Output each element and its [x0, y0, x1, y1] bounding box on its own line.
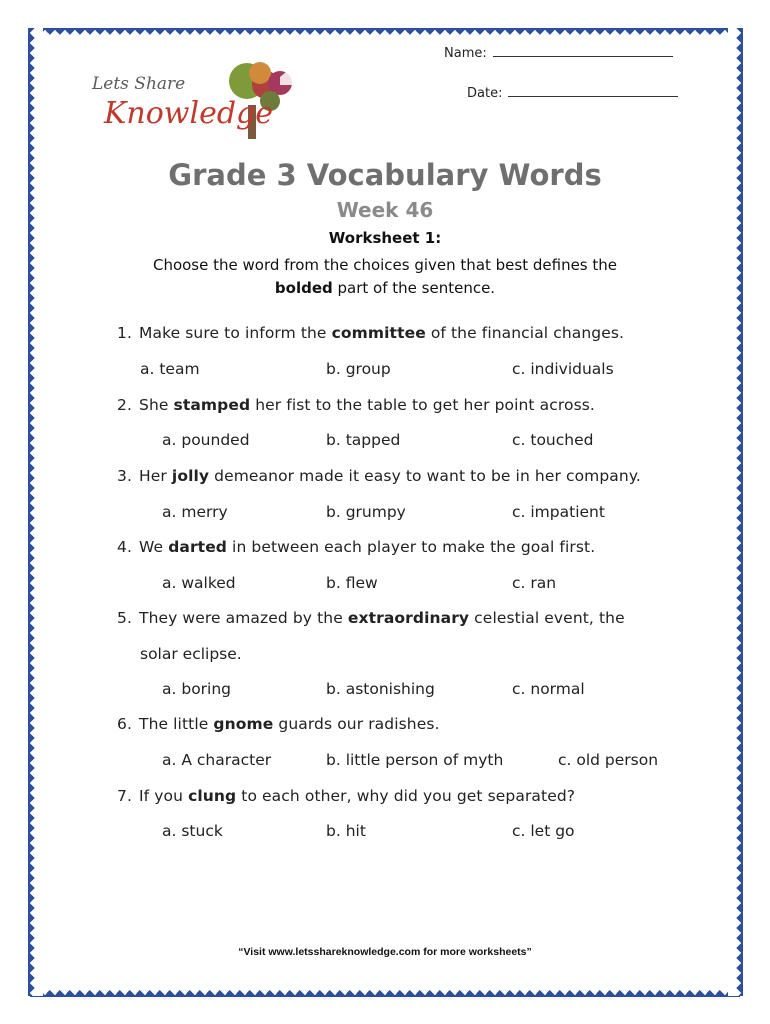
option-a[interactable]: a. team	[140, 360, 200, 378]
name-label: Name:	[444, 46, 487, 61]
vocab-word: extraordinary	[347, 609, 470, 627]
option-a[interactable]: a. boring	[162, 680, 232, 698]
question-text: in between each player to make the goal first.	[227, 538, 596, 556]
option-b[interactable]: b. group	[326, 360, 391, 378]
option-a[interactable]: a. merry	[162, 503, 228, 521]
instructions-line2-rest: part of the sentence.	[332, 279, 496, 297]
question-3	[117, 467, 641, 485]
date-field[interactable]	[467, 84, 678, 101]
option-c[interactable]: c. impatient	[512, 503, 605, 521]
option-c[interactable]: c. individuals	[512, 360, 614, 378]
option-c[interactable]: c. normal	[512, 680, 585, 698]
question-text: her fist to the table to get her point across.	[250, 396, 595, 414]
vocab-word: gnome	[213, 715, 274, 733]
question-text: demeanor made it easy to want to be in her company.	[209, 467, 641, 485]
question-5-continued: solar eclipse.	[140, 645, 242, 663]
question-4	[117, 538, 595, 556]
logo-text-line2: Knowledge	[104, 96, 273, 131]
decorative-border-top	[30, 28, 740, 43]
vocab-word: clung	[188, 787, 237, 805]
name-blank[interactable]	[493, 44, 673, 57]
question-text: to each other, why did you get separated?	[236, 787, 576, 805]
question-number: 5.	[117, 609, 132, 627]
question-text: celestial event, the	[469, 609, 625, 627]
option-c[interactable]: c. let go	[512, 822, 575, 840]
option-a[interactable]: a. walked	[162, 574, 236, 592]
option-b[interactable]: b. flew	[326, 574, 378, 592]
question-text: Her	[139, 467, 172, 485]
option-b[interactable]: b. astonishing	[326, 680, 435, 698]
week-subtitle: Week 46	[336, 198, 434, 222]
question-text: of the financial changes.	[425, 324, 625, 342]
date-label: Date:	[467, 86, 503, 101]
question-text: The little	[139, 715, 214, 733]
question-number: 2.	[117, 396, 132, 414]
instructions-bold-word: bolded	[274, 279, 333, 297]
option-b[interactable]: b. hit	[326, 822, 366, 840]
option-c[interactable]: c. old person	[558, 751, 659, 769]
decorative-border-bottom	[30, 982, 740, 997]
question-6	[117, 715, 440, 733]
question-text: guards our radishes.	[273, 715, 440, 733]
option-c[interactable]: c. touched	[512, 431, 594, 449]
instructions-line2	[100, 277, 670, 300]
option-c[interactable]: c. ran	[512, 574, 557, 592]
question-number: 6.	[117, 715, 132, 733]
question-text: If you	[139, 787, 189, 805]
instructions	[100, 254, 670, 300]
vocab-word: darted	[168, 538, 228, 556]
question-text: They were amazed by the	[139, 609, 348, 627]
question-7	[117, 787, 575, 805]
option-b[interactable]: b. tapped	[326, 431, 401, 449]
footer-note: “Visit www.letsshareknowledge.com for more worksheets”	[238, 946, 532, 958]
option-a[interactable]: a. stuck	[162, 822, 223, 840]
lets-share-knowledge-logo	[84, 55, 314, 145]
instructions-line1: Choose the word from the choices given that best defines the	[152, 256, 618, 274]
vocab-word: jolly	[171, 467, 210, 485]
question-number: 1.	[117, 324, 132, 342]
vocab-word: committee	[331, 324, 426, 342]
question-number: 3.	[117, 467, 132, 485]
name-field[interactable]	[444, 44, 673, 61]
question-text: She	[139, 396, 174, 414]
option-b[interactable]: b. grumpy	[326, 503, 406, 521]
question-1	[117, 324, 624, 342]
vocab-word: stamped	[173, 396, 251, 414]
option-a[interactable]: a. A character	[162, 751, 272, 769]
logo-text-line1: Lets Share	[92, 74, 186, 94]
option-b[interactable]: b. little person of myth	[326, 751, 504, 769]
question-number: 7.	[117, 787, 132, 805]
question-number: 4.	[117, 538, 132, 556]
date-blank[interactable]	[508, 84, 678, 97]
question-text: We	[139, 538, 169, 556]
worksheet-label: Worksheet 1:	[328, 229, 442, 247]
page-title: Grade 3 Vocabulary Words	[168, 158, 602, 192]
question-2	[117, 396, 595, 414]
option-a[interactable]: a. pounded	[162, 431, 250, 449]
question-5	[117, 609, 625, 627]
question-text: Make sure to inform the	[139, 324, 332, 342]
